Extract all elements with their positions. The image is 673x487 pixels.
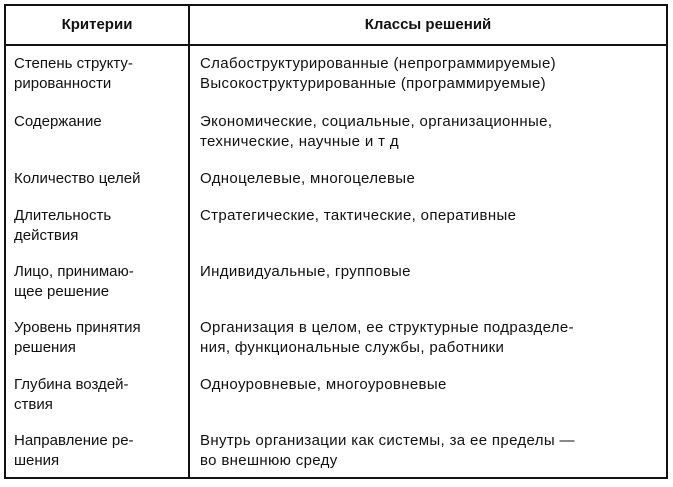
classes-line: во внешнюю среду	[200, 452, 338, 469]
criterion-cell	[14, 318, 184, 358]
classes-cell	[200, 54, 662, 94]
criterion-cell	[14, 169, 184, 189]
criterion-line: решения	[14, 339, 76, 356]
classes-cell	[200, 112, 662, 152]
header-criteria: Критерии	[61, 16, 133, 33]
criterion-line: Глубина воздей-	[14, 376, 129, 393]
classes-line: Высокоструктурированные (программируемые)	[200, 75, 547, 92]
classes-line: Стратегические, тактические, оперативные	[200, 207, 517, 224]
classes-cell	[200, 169, 662, 189]
column-divider	[188, 6, 190, 477]
criterion-cell	[14, 375, 184, 415]
criterion-line: действия	[14, 227, 79, 244]
classes-cell	[200, 431, 662, 471]
classes-line: технические, научные и т д	[200, 133, 399, 150]
criterion-line: рированности	[14, 75, 112, 92]
classes-line: Внутрь организации как системы, за ее пределы —	[200, 432, 575, 449]
classes-line: ния, функциональные службы, работники	[200, 339, 505, 356]
criterion-line: Длительность	[14, 207, 112, 224]
classes-line: Экономические, социальные, организационные,	[200, 113, 553, 130]
criterion-line: ствия	[14, 396, 53, 413]
table-header	[6, 6, 666, 46]
classes-cell	[200, 318, 662, 358]
classes-line: Одноцелевые, многоцелевые	[200, 170, 416, 187]
classes-line: Организация в целом, ее структурные подразделе-	[200, 319, 574, 336]
header-classes: Классы решений	[364, 16, 492, 33]
classes-line: Слабоструктурированные (непрограммируемые)	[200, 55, 556, 72]
criterion-cell	[14, 54, 184, 94]
criterion-line: Количество целей	[14, 170, 141, 187]
criterion-line: Лицо, принимаю-	[14, 263, 134, 280]
criterion-line: Степень структу-	[14, 55, 133, 72]
criterion-line: Уровень принятия	[14, 319, 141, 336]
criterion-cell	[14, 431, 184, 471]
criterion-cell	[14, 112, 184, 132]
criterion-line: Направление ре-	[14, 432, 134, 449]
criterion-cell	[14, 262, 184, 302]
criterion-cell	[14, 206, 184, 246]
classes-cell	[200, 262, 662, 282]
classes-line: Одноуровневые, многоуровневые	[200, 376, 447, 393]
criterion-line: Содержание	[14, 113, 102, 130]
classes-line: Индивидуальные, групповые	[200, 263, 411, 280]
criterion-line: щее решение	[14, 283, 110, 300]
classes-cell	[200, 375, 662, 395]
criterion-line: шения	[14, 452, 60, 469]
classes-cell	[200, 206, 662, 226]
decision-classes-table	[4, 4, 668, 479]
